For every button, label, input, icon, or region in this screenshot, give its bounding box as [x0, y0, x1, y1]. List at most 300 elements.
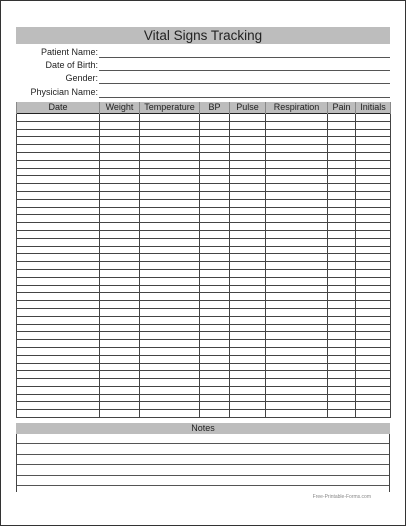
- table-cell[interactable]: [100, 114, 140, 122]
- table-cell[interactable]: [200, 262, 230, 270]
- date-of-birth-field[interactable]: [99, 70, 390, 71]
- table-cell[interactable]: [140, 277, 200, 285]
- table-cell[interactable]: [200, 386, 230, 394]
- table-cell[interactable]: [356, 410, 391, 418]
- table-cell[interactable]: [356, 308, 391, 316]
- table-cell[interactable]: [100, 129, 140, 137]
- table-cell[interactable]: [100, 324, 140, 332]
- table-cell[interactable]: [266, 191, 328, 199]
- table-cell[interactable]: [356, 340, 391, 348]
- table-cell[interactable]: [17, 285, 100, 293]
- table-cell[interactable]: [200, 379, 230, 387]
- table-cell[interactable]: [230, 238, 266, 246]
- table-cell[interactable]: [230, 277, 266, 285]
- table-cell[interactable]: [328, 137, 356, 145]
- table-cell[interactable]: [200, 324, 230, 332]
- table-cell[interactable]: [230, 308, 266, 316]
- table-cell[interactable]: [356, 160, 391, 168]
- table-cell[interactable]: [140, 207, 200, 215]
- table-cell[interactable]: [230, 316, 266, 324]
- table-cell[interactable]: [356, 223, 391, 231]
- table-cell[interactable]: [328, 238, 356, 246]
- table-cell[interactable]: [17, 301, 100, 309]
- table-cell[interactable]: [230, 191, 266, 199]
- table-cell[interactable]: [328, 184, 356, 192]
- table-cell[interactable]: [140, 215, 200, 223]
- table-cell[interactable]: [266, 277, 328, 285]
- table-cell[interactable]: [328, 394, 356, 402]
- table-cell[interactable]: [17, 168, 100, 176]
- table-cell[interactable]: [17, 160, 100, 168]
- table-cell[interactable]: [100, 230, 140, 238]
- table-cell[interactable]: [328, 230, 356, 238]
- table-cell[interactable]: [266, 410, 328, 418]
- table-cell[interactable]: [230, 137, 266, 145]
- table-cell[interactable]: [230, 223, 266, 231]
- table-cell[interactable]: [17, 207, 100, 215]
- table-cell[interactable]: [266, 293, 328, 301]
- table-cell[interactable]: [100, 262, 140, 270]
- table-cell[interactable]: [328, 285, 356, 293]
- table-cell[interactable]: [328, 207, 356, 215]
- table-cell[interactable]: [328, 145, 356, 153]
- table-cell[interactable]: [200, 269, 230, 277]
- table-cell[interactable]: [328, 371, 356, 379]
- table-cell[interactable]: [328, 347, 356, 355]
- table-cell[interactable]: [200, 121, 230, 129]
- table-cell[interactable]: [100, 223, 140, 231]
- table-cell[interactable]: [100, 371, 140, 379]
- table-cell[interactable]: [140, 293, 200, 301]
- table-cell[interactable]: [17, 238, 100, 246]
- table-cell[interactable]: [266, 121, 328, 129]
- patient-name-field[interactable]: [99, 57, 390, 58]
- table-cell[interactable]: [17, 191, 100, 199]
- table-cell[interactable]: [200, 410, 230, 418]
- table-cell[interactable]: [100, 386, 140, 394]
- table-cell[interactable]: [140, 285, 200, 293]
- table-cell[interactable]: [200, 129, 230, 137]
- table-cell[interactable]: [328, 246, 356, 254]
- table-cell[interactable]: [356, 230, 391, 238]
- table-cell[interactable]: [356, 246, 391, 254]
- notes-line[interactable]: [16, 434, 390, 444]
- table-cell[interactable]: [100, 121, 140, 129]
- table-cell[interactable]: [356, 394, 391, 402]
- table-cell[interactable]: [140, 332, 200, 340]
- table-cell[interactable]: [356, 114, 391, 122]
- table-cell[interactable]: [230, 324, 266, 332]
- table-cell[interactable]: [100, 254, 140, 262]
- table-cell[interactable]: [328, 262, 356, 270]
- table-cell[interactable]: [266, 386, 328, 394]
- table-cell[interactable]: [200, 363, 230, 371]
- table-cell[interactable]: [356, 363, 391, 371]
- table-cell[interactable]: [266, 332, 328, 340]
- table-cell[interactable]: [230, 371, 266, 379]
- table-cell[interactable]: [266, 114, 328, 122]
- table-cell[interactable]: [328, 402, 356, 410]
- table-cell[interactable]: [100, 285, 140, 293]
- table-cell[interactable]: [230, 394, 266, 402]
- table-cell[interactable]: [17, 262, 100, 270]
- table-cell[interactable]: [328, 332, 356, 340]
- table-cell[interactable]: [140, 114, 200, 122]
- table-cell[interactable]: [266, 308, 328, 316]
- table-cell[interactable]: [266, 316, 328, 324]
- table-cell[interactable]: [266, 254, 328, 262]
- table-cell[interactable]: [356, 316, 391, 324]
- table-cell[interactable]: [100, 207, 140, 215]
- table-cell[interactable]: [356, 324, 391, 332]
- table-cell[interactable]: [200, 184, 230, 192]
- table-cell[interactable]: [328, 355, 356, 363]
- table-cell[interactable]: [230, 386, 266, 394]
- table-cell[interactable]: [140, 145, 200, 153]
- table-cell[interactable]: [140, 324, 200, 332]
- table-cell[interactable]: [328, 254, 356, 262]
- table-cell[interactable]: [100, 379, 140, 387]
- table-cell[interactable]: [266, 347, 328, 355]
- table-cell[interactable]: [230, 332, 266, 340]
- table-cell[interactable]: [140, 223, 200, 231]
- table-cell[interactable]: [100, 215, 140, 223]
- table-cell[interactable]: [17, 176, 100, 184]
- table-cell[interactable]: [200, 199, 230, 207]
- table-cell[interactable]: [266, 246, 328, 254]
- table-cell[interactable]: [17, 277, 100, 285]
- table-cell[interactable]: [17, 199, 100, 207]
- table-cell[interactable]: [230, 215, 266, 223]
- table-cell[interactable]: [266, 285, 328, 293]
- table-cell[interactable]: [200, 402, 230, 410]
- table-cell[interactable]: [100, 347, 140, 355]
- table-cell[interactable]: [140, 340, 200, 348]
- table-cell[interactable]: [17, 137, 100, 145]
- table-cell[interactable]: [230, 145, 266, 153]
- table-cell[interactable]: [140, 152, 200, 160]
- table-cell[interactable]: [266, 207, 328, 215]
- table-cell[interactable]: [266, 379, 328, 387]
- table-cell[interactable]: [17, 121, 100, 129]
- table-cell[interactable]: [356, 347, 391, 355]
- table-cell[interactable]: [328, 269, 356, 277]
- table-cell[interactable]: [200, 371, 230, 379]
- table-cell[interactable]: [17, 246, 100, 254]
- table-cell[interactable]: [266, 145, 328, 153]
- table-cell[interactable]: [17, 223, 100, 231]
- table-cell[interactable]: [230, 199, 266, 207]
- table-cell[interactable]: [356, 199, 391, 207]
- table-cell[interactable]: [230, 129, 266, 137]
- table-cell[interactable]: [140, 410, 200, 418]
- table-cell[interactable]: [17, 355, 100, 363]
- table-cell[interactable]: [356, 379, 391, 387]
- table-cell[interactable]: [17, 293, 100, 301]
- table-cell[interactable]: [200, 347, 230, 355]
- table-cell[interactable]: [230, 355, 266, 363]
- table-cell[interactable]: [200, 238, 230, 246]
- table-cell[interactable]: [356, 137, 391, 145]
- table-cell[interactable]: [266, 160, 328, 168]
- table-cell[interactable]: [230, 207, 266, 215]
- table-cell[interactable]: [266, 168, 328, 176]
- notes-line[interactable]: [16, 444, 390, 454]
- table-cell[interactable]: [100, 137, 140, 145]
- table-cell[interactable]: [328, 379, 356, 387]
- table-cell[interactable]: [230, 160, 266, 168]
- table-cell[interactable]: [100, 340, 140, 348]
- table-cell[interactable]: [356, 238, 391, 246]
- table-cell[interactable]: [356, 332, 391, 340]
- table-cell[interactable]: [200, 152, 230, 160]
- table-cell[interactable]: [200, 355, 230, 363]
- table-cell[interactable]: [140, 238, 200, 246]
- table-cell[interactable]: [230, 168, 266, 176]
- table-cell[interactable]: [356, 176, 391, 184]
- table-cell[interactable]: [266, 238, 328, 246]
- table-cell[interactable]: [140, 199, 200, 207]
- table-cell[interactable]: [266, 371, 328, 379]
- table-cell[interactable]: [328, 277, 356, 285]
- table-cell[interactable]: [266, 129, 328, 137]
- table-cell[interactable]: [140, 386, 200, 394]
- table-cell[interactable]: [328, 386, 356, 394]
- table-cell[interactable]: [100, 332, 140, 340]
- table-cell[interactable]: [140, 246, 200, 254]
- table-cell[interactable]: [230, 301, 266, 309]
- table-cell[interactable]: [230, 230, 266, 238]
- table-cell[interactable]: [328, 199, 356, 207]
- table-cell[interactable]: [356, 168, 391, 176]
- table-cell[interactable]: [230, 254, 266, 262]
- table-cell[interactable]: [140, 191, 200, 199]
- table-cell[interactable]: [17, 324, 100, 332]
- table-cell[interactable]: [230, 402, 266, 410]
- table-cell[interactable]: [200, 301, 230, 309]
- table-cell[interactable]: [328, 293, 356, 301]
- table-cell[interactable]: [200, 137, 230, 145]
- table-cell[interactable]: [230, 262, 266, 270]
- table-cell[interactable]: [200, 215, 230, 223]
- table-cell[interactable]: [356, 145, 391, 153]
- table-cell[interactable]: [100, 410, 140, 418]
- table-cell[interactable]: [356, 152, 391, 160]
- table-cell[interactable]: [100, 184, 140, 192]
- table-cell[interactable]: [328, 301, 356, 309]
- table-cell[interactable]: [230, 340, 266, 348]
- table-cell[interactable]: [328, 363, 356, 371]
- table-cell[interactable]: [356, 277, 391, 285]
- table-cell[interactable]: [328, 410, 356, 418]
- table-cell[interactable]: [266, 230, 328, 238]
- table-cell[interactable]: [328, 168, 356, 176]
- table-cell[interactable]: [328, 191, 356, 199]
- table-cell[interactable]: [140, 363, 200, 371]
- table-cell[interactable]: [140, 168, 200, 176]
- table-cell[interactable]: [200, 168, 230, 176]
- table-cell[interactable]: [266, 355, 328, 363]
- table-cell[interactable]: [140, 262, 200, 270]
- table-cell[interactable]: [100, 277, 140, 285]
- table-cell[interactable]: [356, 262, 391, 270]
- table-cell[interactable]: [356, 386, 391, 394]
- table-cell[interactable]: [100, 176, 140, 184]
- table-cell[interactable]: [266, 269, 328, 277]
- table-cell[interactable]: [17, 363, 100, 371]
- table-cell[interactable]: [17, 184, 100, 192]
- table-cell[interactable]: [100, 363, 140, 371]
- table-cell[interactable]: [100, 152, 140, 160]
- table-cell[interactable]: [266, 137, 328, 145]
- table-cell[interactable]: [230, 363, 266, 371]
- table-cell[interactable]: [100, 145, 140, 153]
- physician-name-field[interactable]: [99, 97, 390, 98]
- table-cell[interactable]: [356, 285, 391, 293]
- table-cell[interactable]: [230, 293, 266, 301]
- table-cell[interactable]: [230, 184, 266, 192]
- table-cell[interactable]: [140, 129, 200, 137]
- table-cell[interactable]: [17, 230, 100, 238]
- notes-line[interactable]: [16, 476, 390, 486]
- table-cell[interactable]: [140, 137, 200, 145]
- table-cell[interactable]: [140, 394, 200, 402]
- table-cell[interactable]: [140, 347, 200, 355]
- table-cell[interactable]: [17, 371, 100, 379]
- table-cell[interactable]: [100, 238, 140, 246]
- table-cell[interactable]: [266, 340, 328, 348]
- table-cell[interactable]: [200, 223, 230, 231]
- table-cell[interactable]: [230, 114, 266, 122]
- table-cell[interactable]: [100, 168, 140, 176]
- table-cell[interactable]: [17, 379, 100, 387]
- table-cell[interactable]: [230, 152, 266, 160]
- gender-field[interactable]: [99, 83, 390, 84]
- table-cell[interactable]: [140, 269, 200, 277]
- table-cell[interactable]: [328, 215, 356, 223]
- table-cell[interactable]: [356, 129, 391, 137]
- table-cell[interactable]: [100, 191, 140, 199]
- table-cell[interactable]: [140, 230, 200, 238]
- table-cell[interactable]: [230, 246, 266, 254]
- table-cell[interactable]: [17, 394, 100, 402]
- table-cell[interactable]: [328, 176, 356, 184]
- table-cell[interactable]: [17, 215, 100, 223]
- table-cell[interactable]: [17, 402, 100, 410]
- table-cell[interactable]: [230, 379, 266, 387]
- notes-line[interactable]: [16, 465, 390, 475]
- table-cell[interactable]: [200, 160, 230, 168]
- notes-line[interactable]: [16, 455, 390, 465]
- table-cell[interactable]: [356, 254, 391, 262]
- table-cell[interactable]: [100, 308, 140, 316]
- table-cell[interactable]: [328, 160, 356, 168]
- table-cell[interactable]: [356, 215, 391, 223]
- table-cell[interactable]: [230, 121, 266, 129]
- table-cell[interactable]: [266, 262, 328, 270]
- table-cell[interactable]: [230, 176, 266, 184]
- table-cell[interactable]: [17, 332, 100, 340]
- table-cell[interactable]: [356, 371, 391, 379]
- table-cell[interactable]: [328, 324, 356, 332]
- table-cell[interactable]: [200, 176, 230, 184]
- table-cell[interactable]: [140, 184, 200, 192]
- table-cell[interactable]: [230, 347, 266, 355]
- table-cell[interactable]: [17, 129, 100, 137]
- table-cell[interactable]: [200, 254, 230, 262]
- table-cell[interactable]: [328, 316, 356, 324]
- table-cell[interactable]: [200, 230, 230, 238]
- table-cell[interactable]: [100, 246, 140, 254]
- table-cell[interactable]: [140, 121, 200, 129]
- table-cell[interactable]: [17, 386, 100, 394]
- table-cell[interactable]: [200, 285, 230, 293]
- table-cell[interactable]: [17, 269, 100, 277]
- table-cell[interactable]: [17, 308, 100, 316]
- table-cell[interactable]: [328, 152, 356, 160]
- table-cell[interactable]: [200, 145, 230, 153]
- table-cell[interactable]: [140, 301, 200, 309]
- table-cell[interactable]: [200, 394, 230, 402]
- table-cell[interactable]: [200, 308, 230, 316]
- table-cell[interactable]: [266, 363, 328, 371]
- table-cell[interactable]: [140, 316, 200, 324]
- table-cell[interactable]: [356, 402, 391, 410]
- table-cell[interactable]: [230, 269, 266, 277]
- table-cell[interactable]: [17, 254, 100, 262]
- table-cell[interactable]: [266, 324, 328, 332]
- table-cell[interactable]: [200, 316, 230, 324]
- table-cell[interactable]: [100, 402, 140, 410]
- table-cell[interactable]: [230, 285, 266, 293]
- table-cell[interactable]: [356, 293, 391, 301]
- table-cell[interactable]: [17, 152, 100, 160]
- table-cell[interactable]: [266, 301, 328, 309]
- table-cell[interactable]: [140, 308, 200, 316]
- table-cell[interactable]: [100, 160, 140, 168]
- table-cell[interactable]: [100, 355, 140, 363]
- table-cell[interactable]: [140, 160, 200, 168]
- table-cell[interactable]: [140, 371, 200, 379]
- table-cell[interactable]: [328, 308, 356, 316]
- notes-area[interactable]: [16, 434, 390, 486]
- table-cell[interactable]: [200, 246, 230, 254]
- table-cell[interactable]: [356, 191, 391, 199]
- table-cell[interactable]: [17, 340, 100, 348]
- table-cell[interactable]: [266, 402, 328, 410]
- table-cell[interactable]: [356, 207, 391, 215]
- table-cell[interactable]: [328, 129, 356, 137]
- table-cell[interactable]: [200, 191, 230, 199]
- table-cell[interactable]: [17, 410, 100, 418]
- table-cell[interactable]: [356, 184, 391, 192]
- table-cell[interactable]: [100, 316, 140, 324]
- table-cell[interactable]: [328, 223, 356, 231]
- table-cell[interactable]: [200, 340, 230, 348]
- table-cell[interactable]: [100, 301, 140, 309]
- table-cell[interactable]: [266, 223, 328, 231]
- table-cell[interactable]: [200, 332, 230, 340]
- table-cell[interactable]: [356, 121, 391, 129]
- table-cell[interactable]: [266, 215, 328, 223]
- table-cell[interactable]: [356, 269, 391, 277]
- table-cell[interactable]: [140, 402, 200, 410]
- table-cell[interactable]: [100, 394, 140, 402]
- table-cell[interactable]: [200, 293, 230, 301]
- table-cell[interactable]: [100, 199, 140, 207]
- table-cell[interactable]: [266, 199, 328, 207]
- table-cell[interactable]: [266, 394, 328, 402]
